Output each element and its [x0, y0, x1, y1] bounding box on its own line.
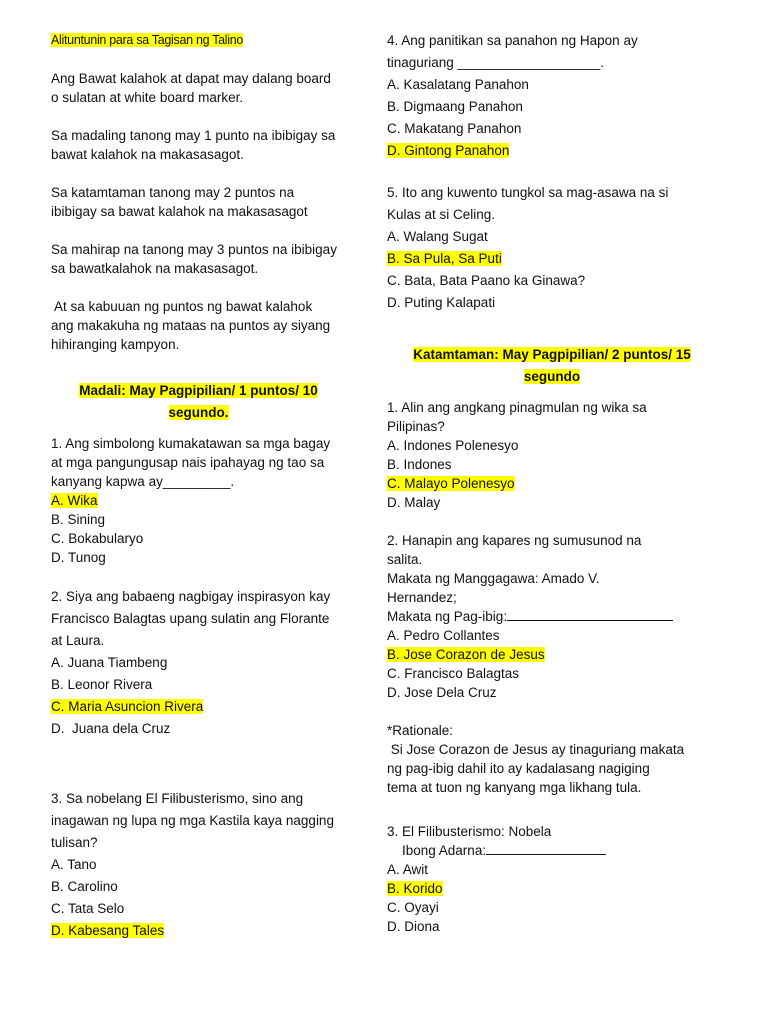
question-text: Francisco Balagtas upang sulatin ang Florante	[51, 611, 330, 626]
rationale-text: Si Jose Corazon de Jesus ay tinaguriang makata	[387, 742, 685, 757]
answer-choice: B. Indones	[387, 457, 452, 472]
rule-1-line-1: Ang Bawat kalahok at dapat may dalang board	[51, 71, 331, 86]
answer-choice: C. Tata Selo	[51, 901, 125, 916]
answer-choice-correct: B. Korido	[387, 881, 443, 896]
answer-blank	[507, 608, 673, 621]
answer-choice: A. Indones Polenesyo	[387, 438, 519, 453]
answer-choice-correct: B. Jose Corazon de Jesus	[387, 647, 545, 662]
question-text: 1. Ang simbolong kumakatawan sa mga bagay	[51, 436, 331, 451]
medium-question-1	[387, 398, 717, 512]
medium-section-heading-line-1: Katamtaman: May Pagpipilian/ 2 puntos/ 15	[413, 347, 691, 362]
question-text: inagawan ng lupa ng mga Kastila kaya nagging	[51, 813, 334, 828]
rule-5-line-2: ang makakuha ng mataas na puntos ay siyang	[51, 318, 331, 333]
answer-choice: A. Walang Sugat	[387, 229, 488, 244]
rule-2-line-2: bawat kalahok na makasasagot.	[51, 147, 244, 162]
answer-choice: B. Sining	[51, 512, 106, 527]
question-text: Makata ng Pag-ibig:	[387, 609, 508, 624]
answer-choice: A. Pedro Collantes	[387, 628, 500, 643]
question-text: salita.	[387, 552, 423, 567]
question-text: Ibong Adarna:	[387, 843, 487, 858]
question-text: Kulas at si Celing.	[387, 207, 496, 222]
answer-choice: D. Juana dela Cruz	[51, 721, 171, 736]
question-text: Hernandez;	[387, 590, 457, 605]
question-text: 5. Ito ang kuwento tungkol sa mag-asawa na si	[387, 185, 669, 200]
answer-choice: C. Bokabularyo	[51, 531, 144, 546]
left-column	[51, 30, 346, 942]
rule-3-line-1: Sa katamtaman tanong may 2 puntos na	[51, 185, 295, 200]
rules-title: Alituntunin para sa Tagisan ng Talino	[51, 33, 244, 47]
question-text: 2. Siya ang babaeng nagbigay inspirasyon kay	[51, 589, 331, 604]
answer-choice-correct: C. Maria Asuncion Rivera	[51, 699, 204, 714]
rationale-text: tema at tuon ng kanyang mga likhang tula.	[387, 780, 642, 795]
answer-blank	[486, 842, 606, 855]
question-text: tinaguriang ___________________.	[387, 55, 604, 70]
answer-choice: D. Jose Dela Cruz	[387, 685, 497, 700]
rule-3-line-2: ibibigay sa bawat kalahok na makasasagot	[51, 204, 308, 219]
medium-question-3	[387, 822, 717, 936]
question-1	[51, 434, 346, 567]
rule-4-line-1: Sa mahirap na tanong may 3 puntos na ibibigay	[51, 242, 337, 257]
answer-choice: D. Puting Kalapati	[387, 295, 496, 310]
answer-choice: A. Kasalatang Panahon	[387, 77, 529, 92]
rule-4-line-2: sa bawatkalahok na makasasagot.	[51, 261, 259, 276]
rule-5-line-1: At sa kabuuan ng puntos ng bawat kalahok	[51, 299, 313, 314]
question-text: at Laura.	[51, 633, 105, 648]
question-text: 1. Alin ang angkang pinagmulan ng wika sa	[387, 400, 647, 415]
question-text: 3. El Filibusterismo: Nobela	[387, 824, 552, 839]
medium-section-heading-line-2: segundo	[523, 369, 581, 384]
answer-choice-correct: A. Wika	[51, 493, 98, 508]
answer-choice-correct: C. Malayo Polenesyo	[387, 476, 515, 491]
question-2	[51, 586, 346, 740]
rule-1-line-2: o sulatan at white board marker.	[51, 90, 244, 105]
answer-choice: D. Tunog	[51, 550, 106, 565]
question-text: 3. Sa nobelang El Filibusterismo, sino ang	[51, 791, 304, 806]
easy-section-heading-line-1: Madali: May Pagpipilian/ 1 puntos/ 10	[79, 383, 318, 398]
question-text: Pilipinas?	[387, 419, 445, 434]
question-5	[387, 182, 717, 314]
question-3	[51, 788, 346, 942]
question-text: 2. Hanapin ang kapares ng sumusunod na	[387, 533, 642, 548]
answer-choice: D. Diona	[387, 919, 440, 934]
answer-choice: B. Digmaang Panahon	[387, 99, 523, 114]
rule-5-line-3: hihiranging kampyon.	[51, 337, 180, 352]
question-text: Makata ng Manggagawa: Amado V.	[387, 571, 600, 586]
answer-choice: A. Awit	[387, 862, 429, 877]
answer-choice: A. Tano	[51, 857, 97, 872]
question-4	[387, 30, 717, 162]
medium-question-2	[387, 531, 717, 702]
question-text: 4. Ang panitikan sa panahon ng Hapon ay	[387, 33, 638, 48]
answer-choice-correct: D. Kabesang Tales	[51, 923, 165, 938]
question-text: kanyang kapwa ay_________.	[51, 474, 235, 489]
answer-choice: B. Carolino	[51, 879, 118, 894]
rationale	[387, 721, 717, 797]
answer-choice: D. Malay	[387, 495, 441, 510]
question-text: at mga pangungusap nais ipahayag ng tao sa	[51, 455, 325, 470]
right-column	[387, 30, 717, 936]
rule-2-line-1: Sa madaling tanong may 1 punto na ibibigay sa	[51, 128, 336, 143]
answer-choice: B. Leonor Rivera	[51, 677, 153, 692]
rationale-label: *Rationale:	[387, 723, 454, 738]
question-text: tulisan?	[51, 835, 98, 850]
rationale-text: ng pag-ibig dahil ito ay kadalasang nagiging	[387, 761, 650, 776]
answer-choice: C. Oyayi	[387, 900, 439, 915]
easy-section-heading-line-2: segundo.	[168, 405, 229, 420]
answer-choice: C. Bata, Bata Paano ka Ginawa?	[387, 273, 586, 288]
answer-choice: C. Francisco Balagtas	[387, 666, 520, 681]
answer-choice: A. Juana Tiambeng	[51, 655, 168, 670]
answer-choice-correct: B. Sa Pula, Sa Puti	[387, 251, 502, 266]
answer-choice-correct: D. Gintong Panahon	[387, 143, 510, 158]
answer-choice: C. Makatang Panahon	[387, 121, 522, 136]
